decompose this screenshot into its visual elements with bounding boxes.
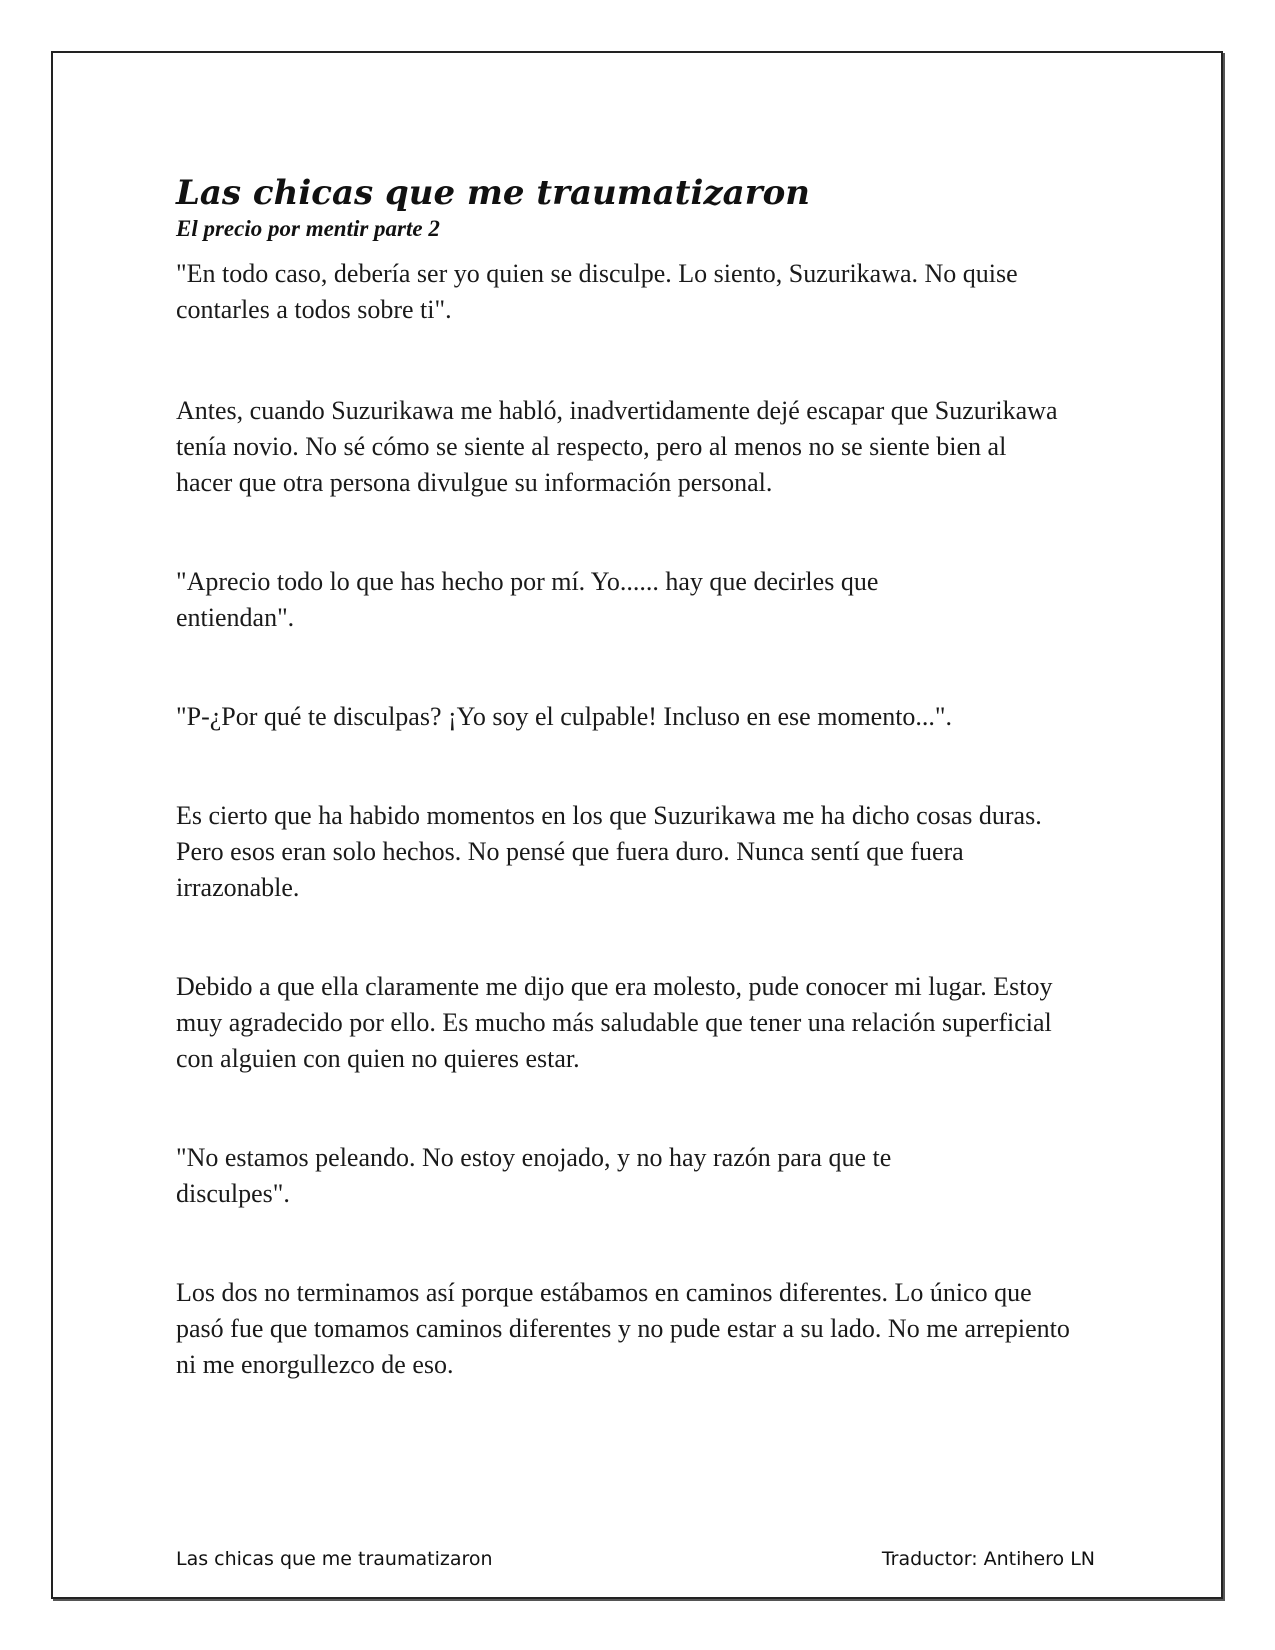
- paragraph: "En todo caso, debería ser yo quien se disculpe. Lo siento, Suzurikawa. No quise contarles a todos sobre ti".: [176, 259, 1018, 324]
- paragraph: Debido a que ella claramente me dijo que era molesto, pude conocer mi lugar. Estoy muy agradecido por ello. Es mucho más saludable que tener una relación superficial con alguien con quien no quieres estar.: [176, 972, 1053, 1073]
- document-title: Las chicas que me traumatizaron: [176, 173, 811, 213]
- paragraph: "Aprecio todo lo que has hecho por mí. Yo...... hay que decirles que entiendan".: [176, 567, 879, 632]
- paragraph: "P-¿Por qué te disculpas? ¡Yo soy el culpable! Incluso en ese momento...".: [176, 702, 953, 731]
- paragraph: Antes, cuando Suzurikawa me habló, inadvertidamente dejé escapar que Suzurikawa tenía novio. No sé cómo se siente al respecto, pero al menos no se siente bien al hacer que otra persona divulgue su información personal.: [176, 396, 1058, 497]
- paragraph: Los dos no terminamos así porque estábamos en caminos diferentes. Lo único que pasó fue que tomamos caminos diferentes y no pude estar a su lado. No me arrepiento ni me enorgullezco de eso.: [176, 1278, 1070, 1379]
- document-subtitle: El precio por mentir parte 2: [176, 216, 440, 241]
- footer-translator: Traductor: Antihero LN: [881, 1548, 1095, 1570]
- footer-book-title: Las chicas que me traumatizaron: [176, 1548, 493, 1570]
- paragraph: Es cierto que ha habido momentos en los que Suzurikawa me ha dicho cosas duras. Pero esos eran solo hechos. No pensé que fuera duro. Nunca sentí que fuera irrazonable.: [176, 801, 1042, 902]
- paragraph: "No estamos peleando. No estoy enojado, y no hay razón para que te disculpes".: [176, 1143, 892, 1208]
- document-body: [176, 172, 1106, 1383]
